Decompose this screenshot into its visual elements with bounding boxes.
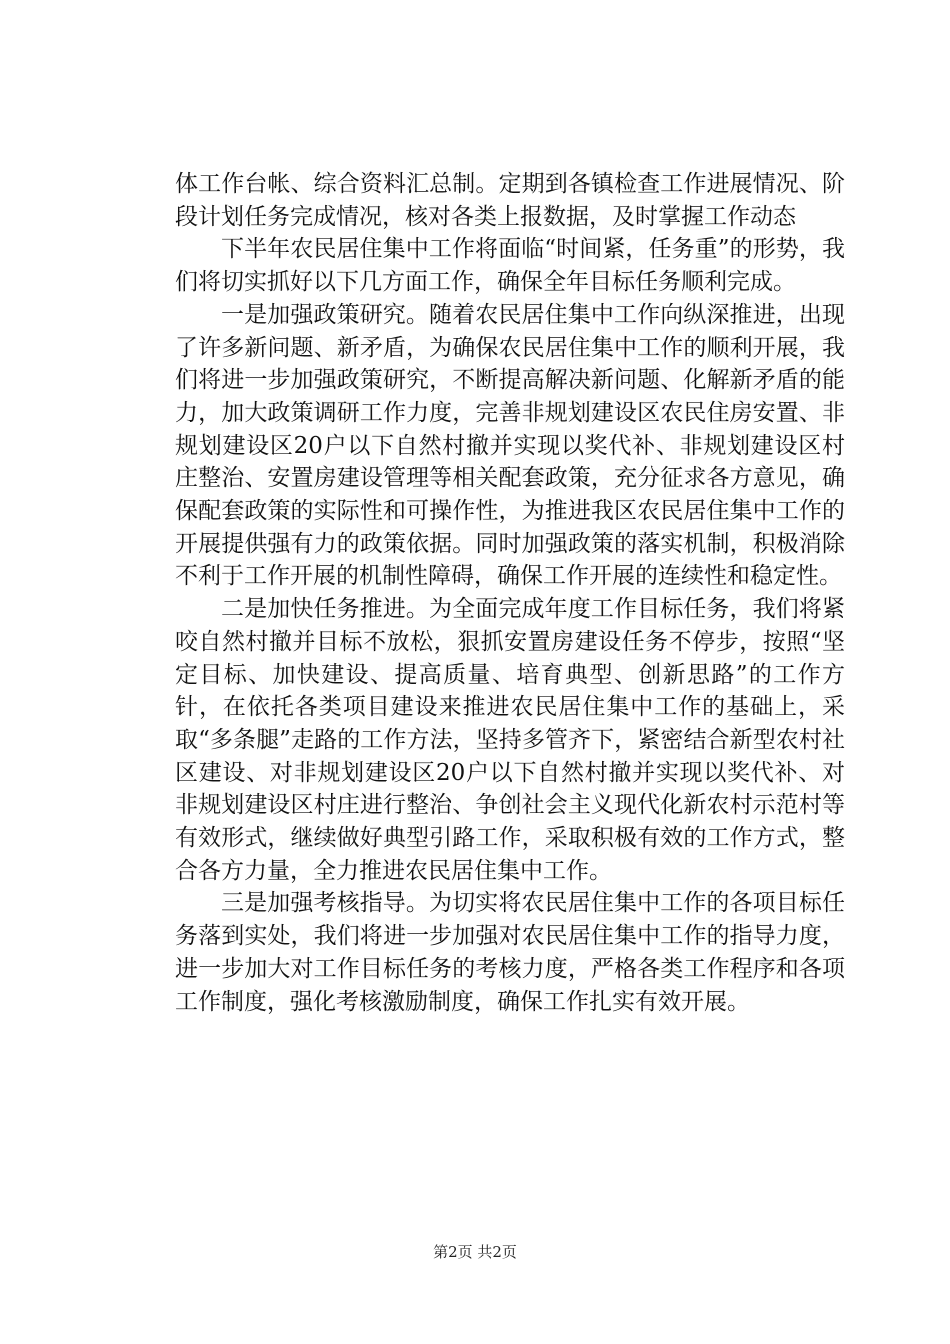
paragraph-continuation: 体工作台帐、综合资料汇总制。定期到各镇检查工作进展情况、阶段计划任务完成情况，核对各类上报数据，及时掌握工作动态 xyxy=(175,171,845,230)
paragraph-assessment-guidance: 三是加强考核指导。为切实将农民居住集中工作的各项目标任务落到实处，我们将进一步加强对农民居住集中工作的指导力度，进一步加大对工作目标任务的考核力度，严格各类工作程序和各项工作制度，强化考核激励制度，确保工作扎实有效开展。 xyxy=(175,890,845,1015)
paragraph-second-half-outlook: 下半年农民居住集中工作将面临“时间紧，任务重”的形势，我们将切实抓好以下几方面工作，确保全年目标任务顺利完成。 xyxy=(175,236,845,296)
document-body xyxy=(175,168,845,1018)
paragraph-task-advancement: 二是加快任务推进。为全面完成年度工作目标任务，我们将紧咬自然村撤并目标不放松，狠抓安置房建设任务不停步，按照“坚定目标、加快建设、提高质量、培育典型、创新思路”的工作方针，在依托各类项目建设来推进农民居住集中工作的基础上，采取“多条腿”走路的工作方法，坚持多管齐下，紧密结合新型农村社区建设、对非规划建设区20户以下自然村撤并实现以奖代补、对非规划建设区村庄进行整治、争创社会主义现代化新农村示范村等有效形式，继续做好典型引路工作，采取积极有效的工作方式，整合各方力量，全力推进农民居住集中工作。 xyxy=(175,596,845,884)
page-number-footer: 第2页 共2页 xyxy=(433,1243,517,1261)
paragraph-policy-research: 一是加强政策研究。随着农民居住集中工作向纵深推进，出现了许多新问题、新矛盾，为确保农民居住集中工作的顺利开展，我们将进一步加强政策研究，不断提高解决新问题、化解新矛盾的能力，加大政策调研工作力度，完善非规划建设区农民住房安置、非规划建设区20户以下自然村撤并实现以奖代补、非规划建设区村庄整治、安置房建设管理等相关配套政策，充分征求各方意见，确保配套政策的实际性和可操作性，为推进我区农民居住集中工作的开展提供强有力的政策依据。同时加强政策的落实机制，积极消除不利于工作开展的机制性障碍，确保工作开展的连续性和稳定性。 xyxy=(175,301,845,590)
